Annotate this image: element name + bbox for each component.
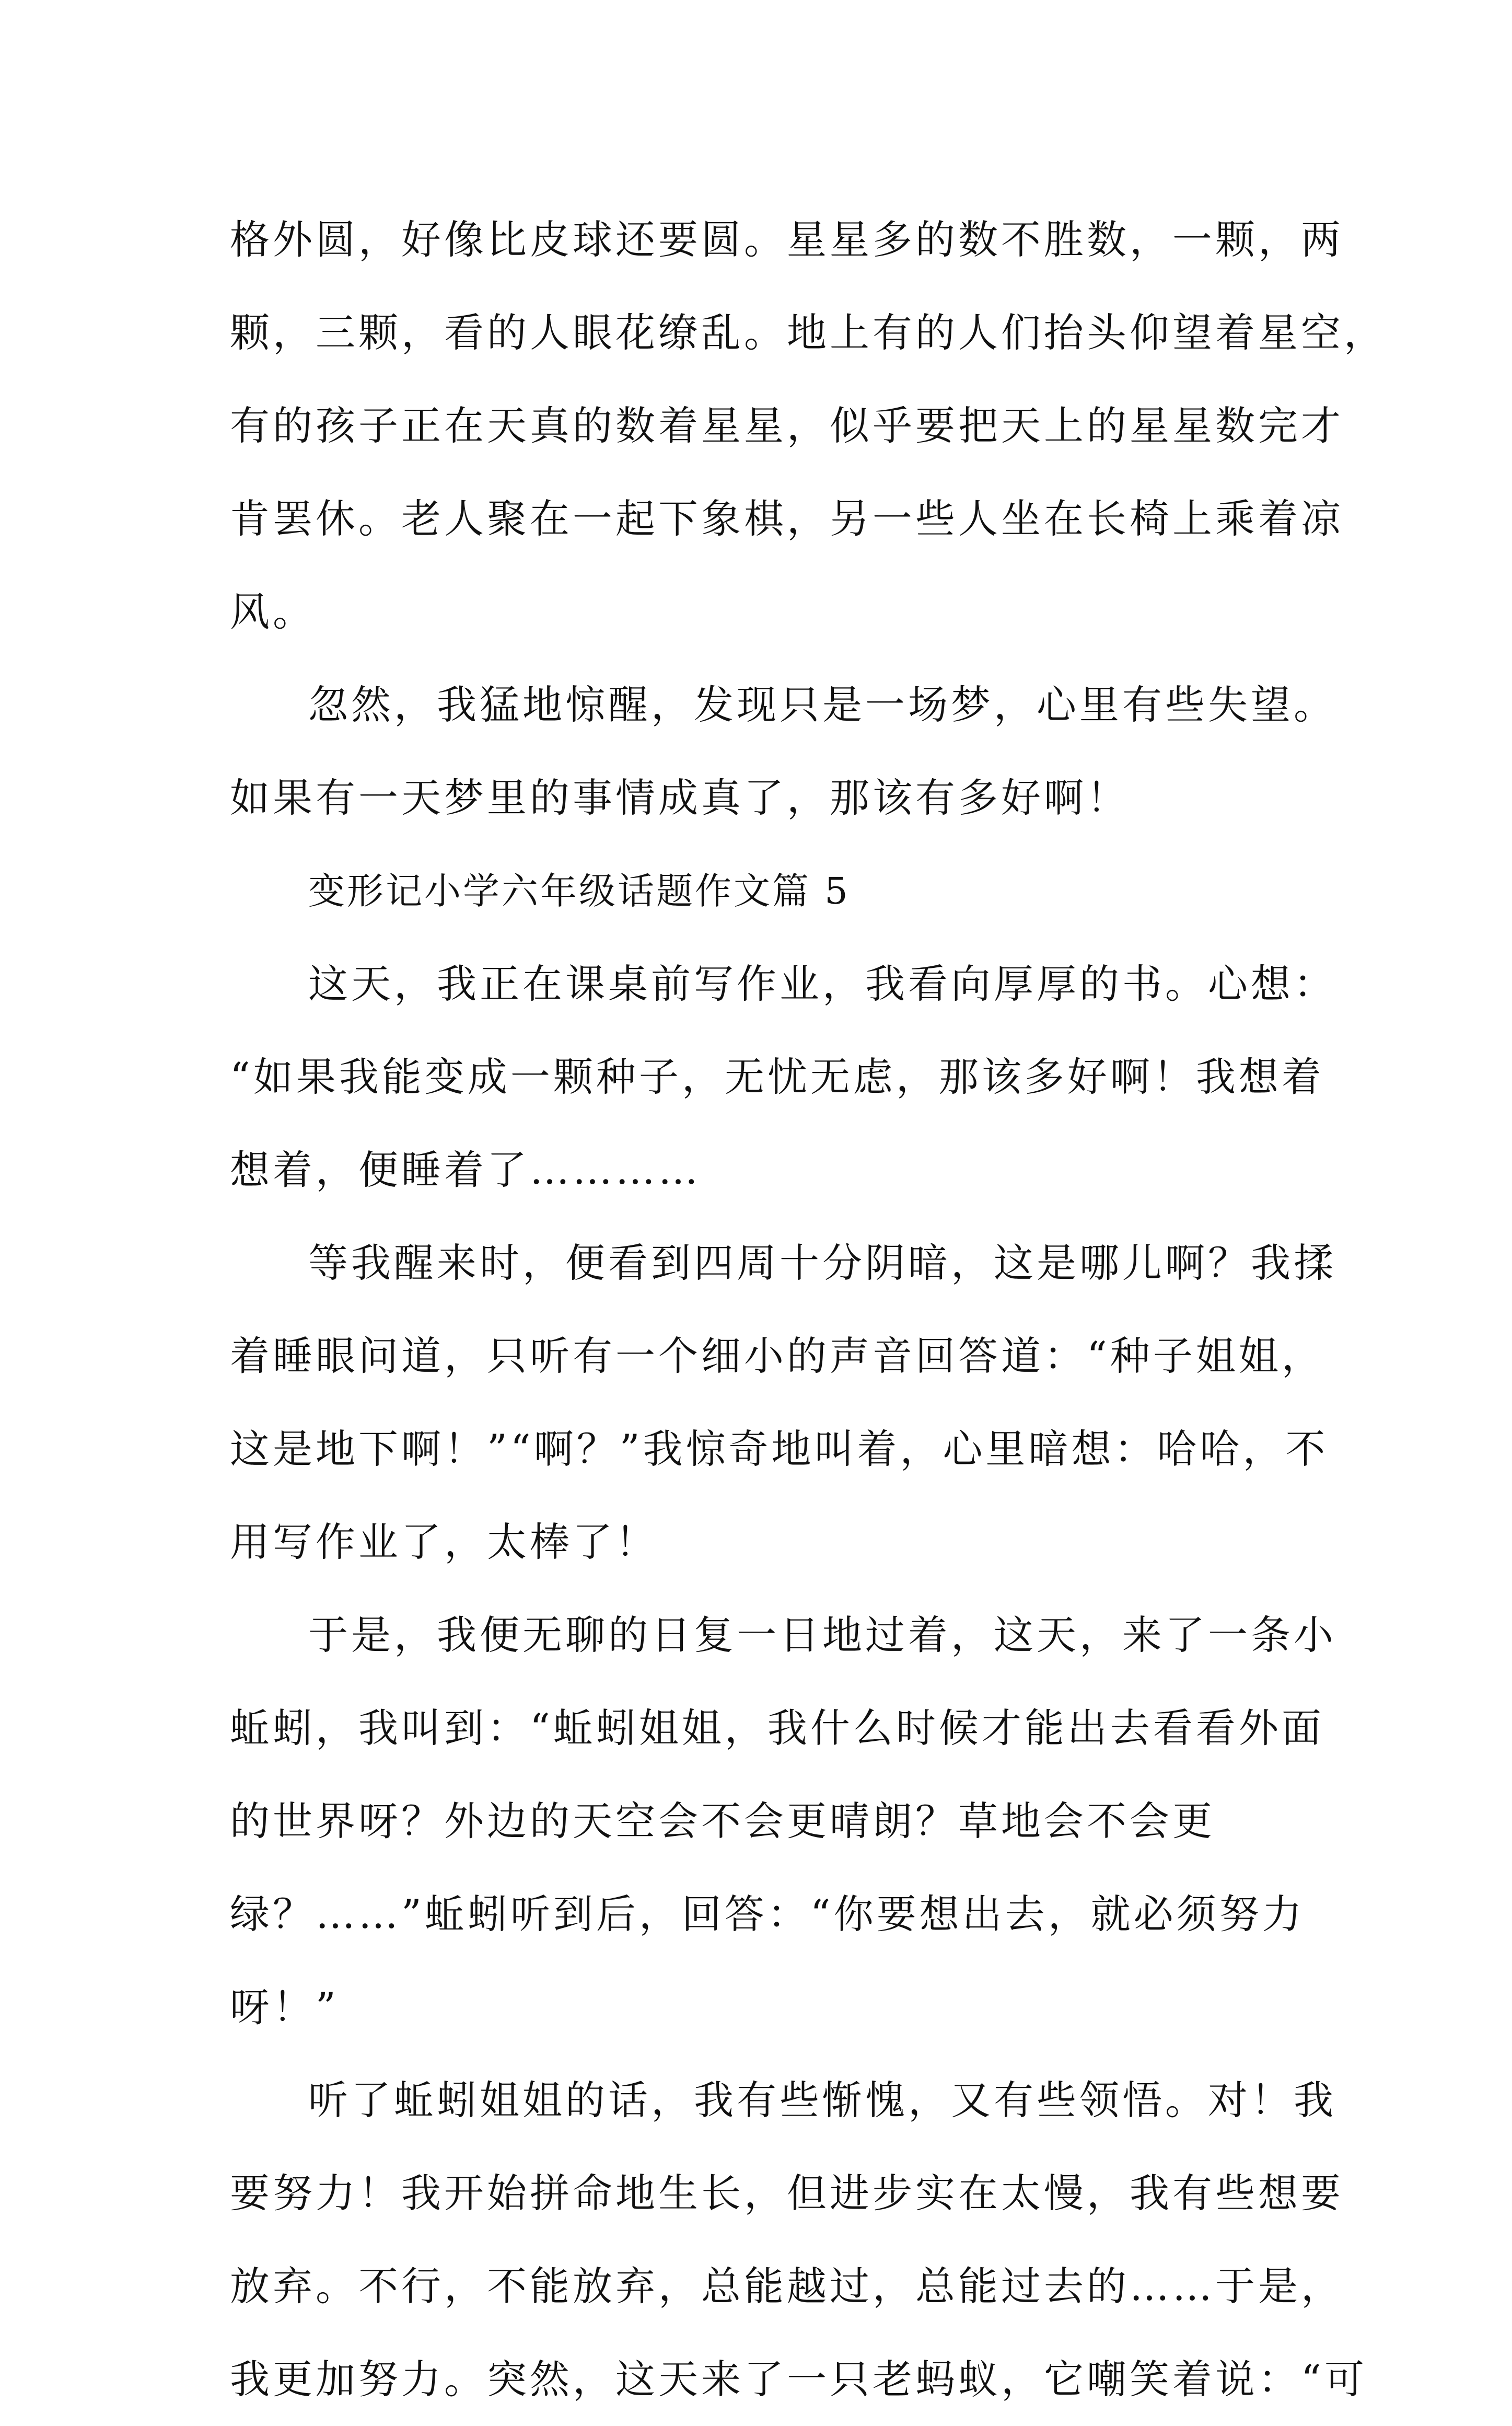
text-line: 要努力！我开始拼命地生长，但进步实在太慢，我有些想要	[230, 2170, 1344, 2216]
text-line: 的世界呀？外边的天空会不会更晴朗？草地会不会更	[230, 1798, 1215, 1844]
text-line: 绿？……”蚯蚓听到后，回答：“你要想出去，就必须努力	[230, 1891, 1305, 1937]
text-line: 呀！”	[230, 1984, 339, 2030]
text-line: 蚯蚓，我叫到：“蚯蚓姐姐，我什么时候才能出去看看外面	[230, 1705, 1324, 1751]
text-line: “如果我能变成一颗种子，无忧无虑，那该多好啊！我想着	[230, 1054, 1324, 1100]
text-line: 如果有一天梦里的事情成真了，那该有多好啊！	[230, 775, 1130, 821]
paragraph-first-line: 忽然，我猛地惊醒，发现只是一场梦，心里有些失望。	[308, 681, 1336, 728]
paragraph-first-line: 于是，我便无聊的日复一日地过着，这天，来了一条小	[308, 1612, 1336, 1658]
paragraph-first-line: 这天，我正在课桌前写作业，我看向厚厚的书。心想：	[308, 961, 1336, 1007]
text-line: 颗，三颗，看的人眼花缭乱。地上有的人们抬头仰望着星空，	[230, 309, 1387, 356]
text-line: 肯罢休。老人聚在一起下象棋，另一些人坐在长椅上乘着凉	[230, 495, 1344, 542]
paragraph-first-line: 等我醒来时，便看到四周十分阴暗，这是哪儿啊？我揉	[308, 1240, 1336, 1286]
text-line: 用写作业了，太棒了！	[230, 1519, 658, 1565]
essay-body	[230, 193, 1387, 2426]
text-line: 放弃。不行，不能放弃，总能越过，总能过去的……于是，	[230, 2263, 1344, 2309]
text-line: 风。	[230, 588, 316, 635]
text-line: 想着，便睡着了…………	[230, 1147, 701, 1193]
text-line: 着睡眼问道，只听有一个细小的声音回答道：“种子姐姐，	[230, 1333, 1324, 1379]
text-line: 有的孩子正在天真的数着星星，似乎要把天上的星星数完才	[230, 402, 1344, 449]
section-heading: 变形记小学六年级话题作文篇 5	[308, 870, 850, 912]
text-line: 这是地下啊！”“啊？”我惊奇地叫着，心里暗想：哈哈，不	[230, 1426, 1329, 1472]
text-line: 我更加努力。突然，这天来了一只老蚂蚁，它嘲笑着说：“可	[230, 2356, 1367, 2402]
paragraph-first-line: 听了蚯蚓姐姐的话，我有些惭愧，又有些领悟。对！我	[308, 2077, 1336, 2123]
text-line: 格外圆，好像比皮球还要圆。星星多的数不胜数，一颗，两	[230, 216, 1344, 263]
